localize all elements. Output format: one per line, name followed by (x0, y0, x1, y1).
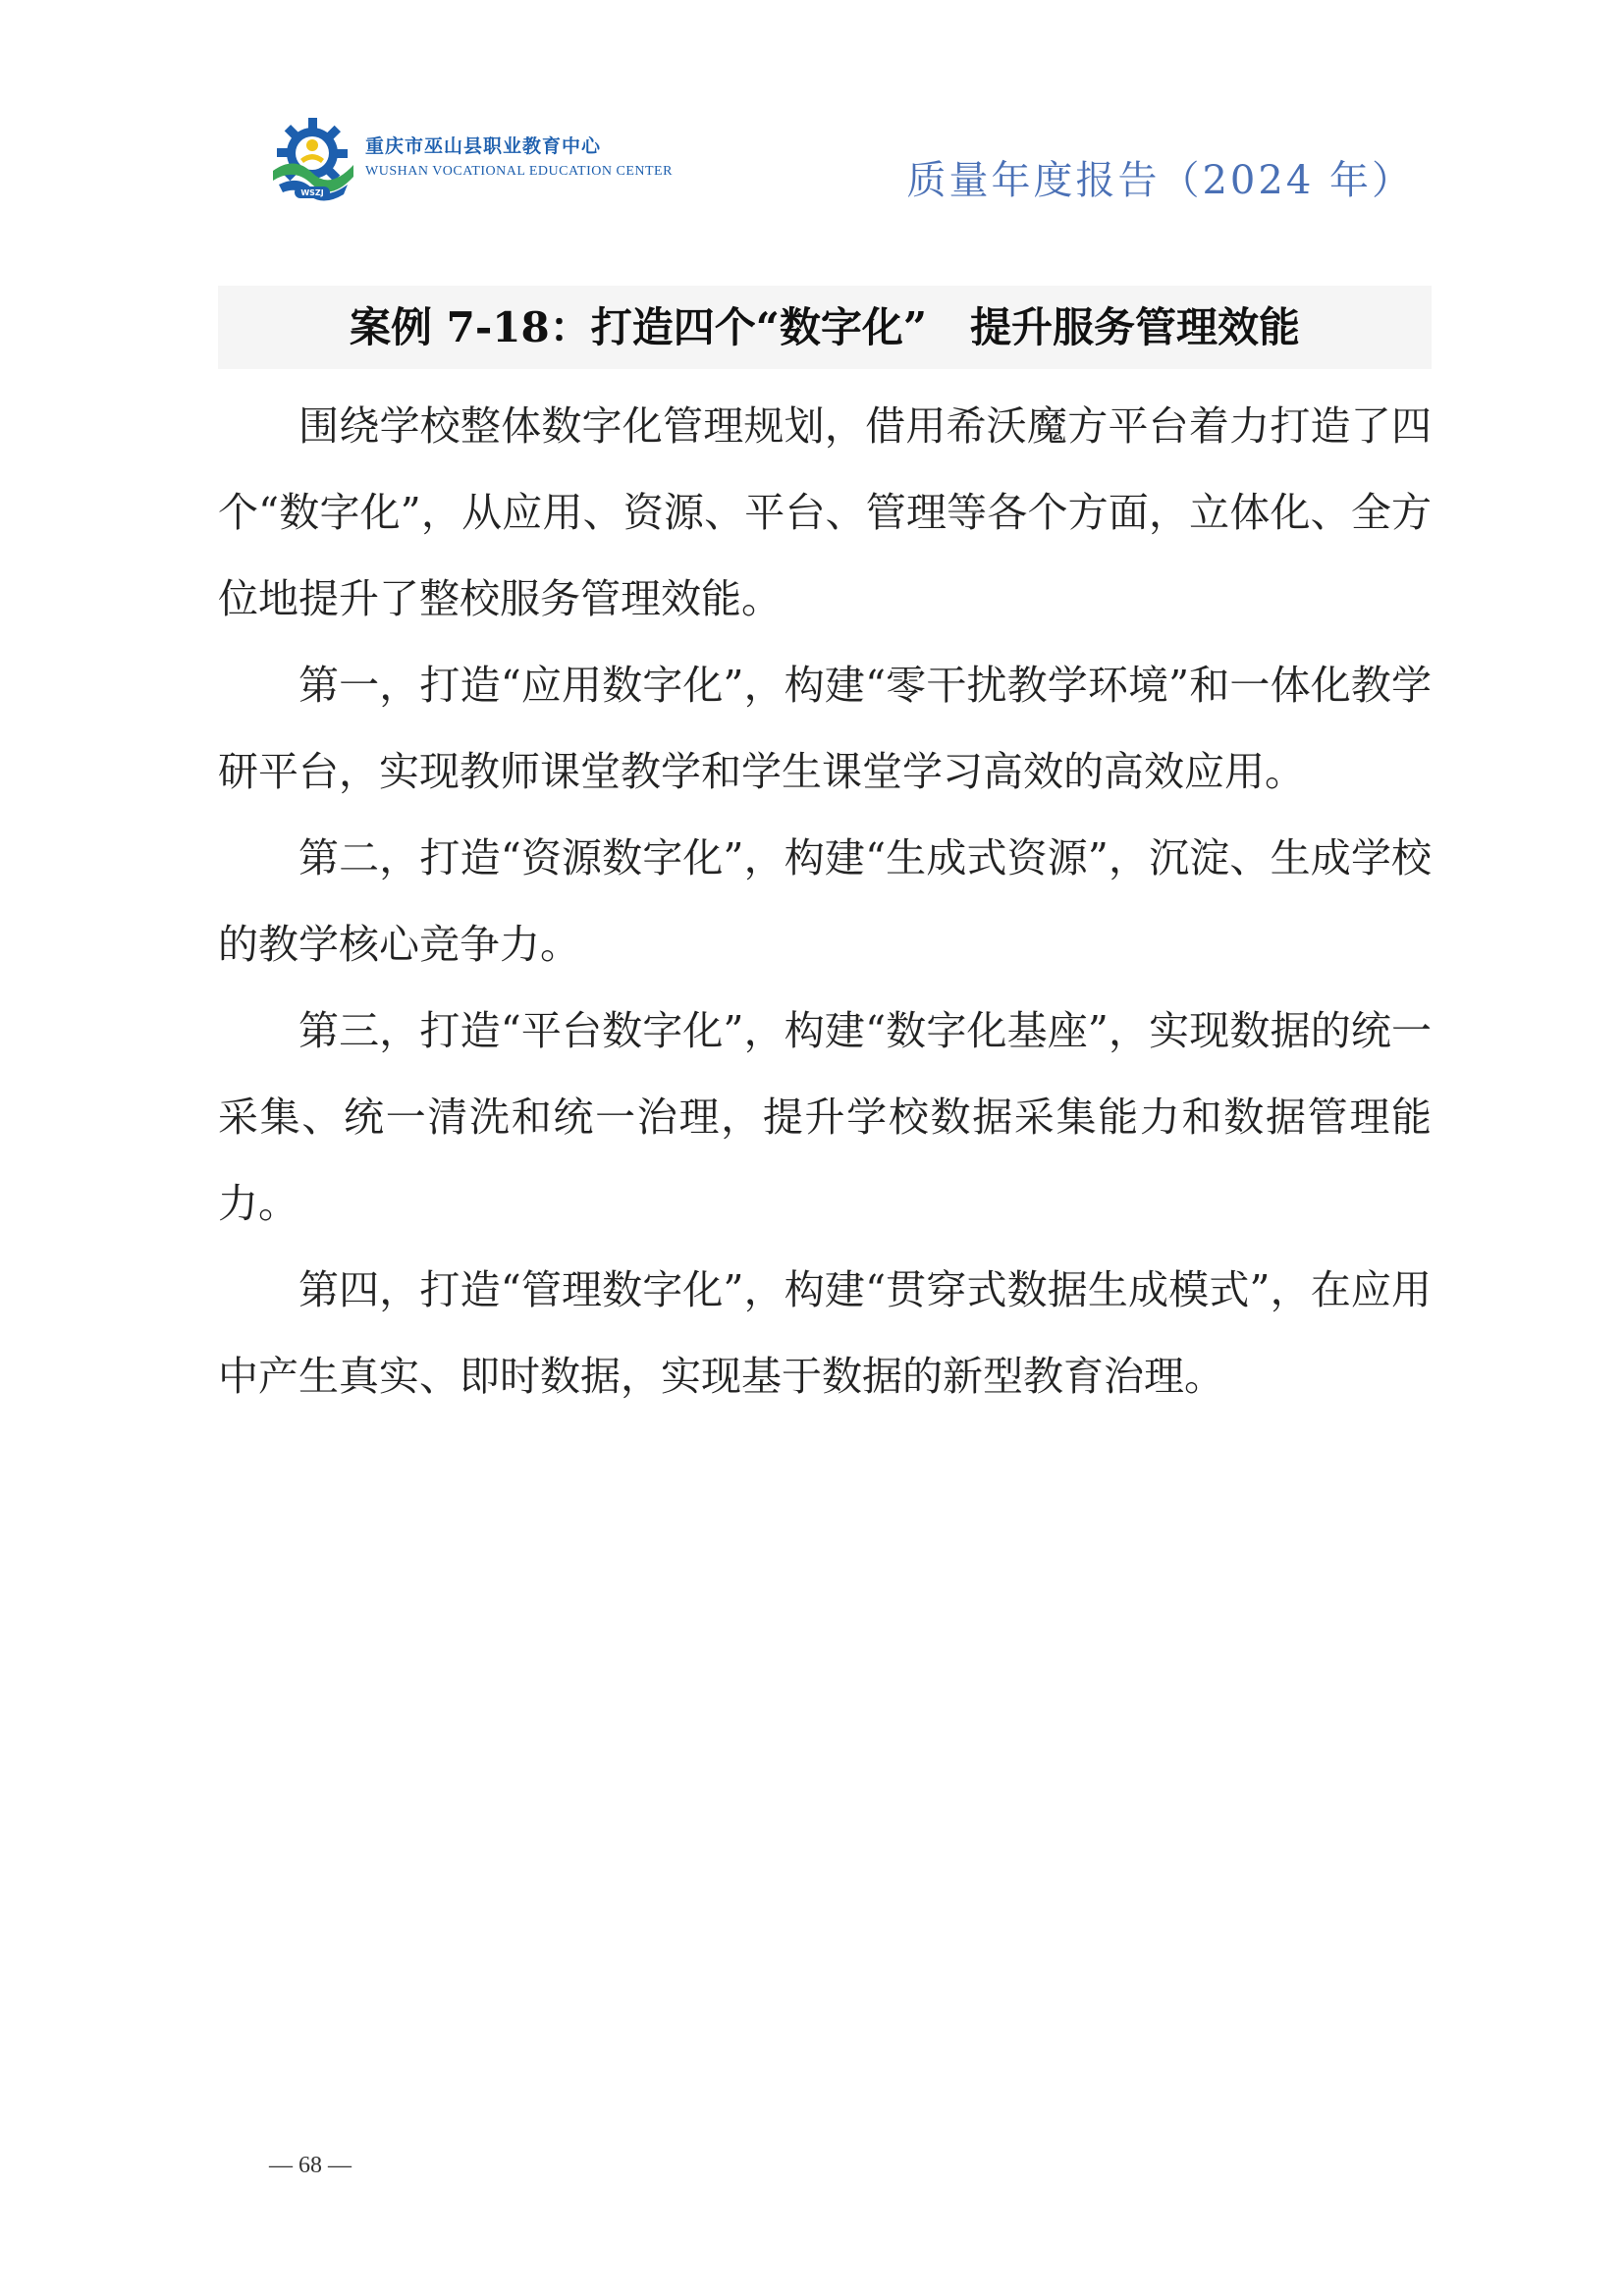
paragraph-second: 第二，打造“资源数字化”，构建“生成式资源”，沉淀、生成学校的教学核心竞争力。 (218, 834, 1432, 968)
logo-badge-text: WSZJ (300, 188, 324, 197)
page-number: — 68 — (269, 2153, 352, 2178)
paragraph-first: 第一，打造“应用数字化”，构建“零干扰教学环境”和一体化教学研平台，实现教师课堂教学和学生课堂学习高效的高效应用。 (218, 662, 1432, 795)
school-logo (265, 116, 359, 204)
case-body (218, 383, 1432, 1419)
report-title: 质量年度报告（2024 年） (906, 158, 1414, 203)
paragraph-fourth: 第四，打造“管理数字化”，构建“贯穿式数据生成模式”，在应用中产生真实、即时数据，实现基于数据的新型教育治理。 (218, 1266, 1432, 1400)
paragraph-third: 第三，打造“平台数字化”，构建“数字化基座”，实现数据的统一采集、统一清洗和统一治理，提升学校数据采集能力和数据管理能力。 (218, 1007, 1432, 1227)
org-name-cn: 重庆市巫山县职业教育中心 (365, 135, 602, 157)
case-title: 案例 7-18：打造四个“数字化” 提升服务管理效能 (350, 303, 1300, 351)
page-header (265, 110, 1424, 208)
paragraph-intro: 围绕学校整体数字化管理规划，借用希沃魔方平台着力打造了四个“数字化”，从应用、资源、平台、管理等各个方面，立体化、全方位地提升了整校服务管理效能。 (218, 402, 1432, 622)
org-name-en: WUSHAN VOCATIONAL EDUCATION CENTER (365, 164, 673, 179)
organization-name (365, 132, 673, 180)
